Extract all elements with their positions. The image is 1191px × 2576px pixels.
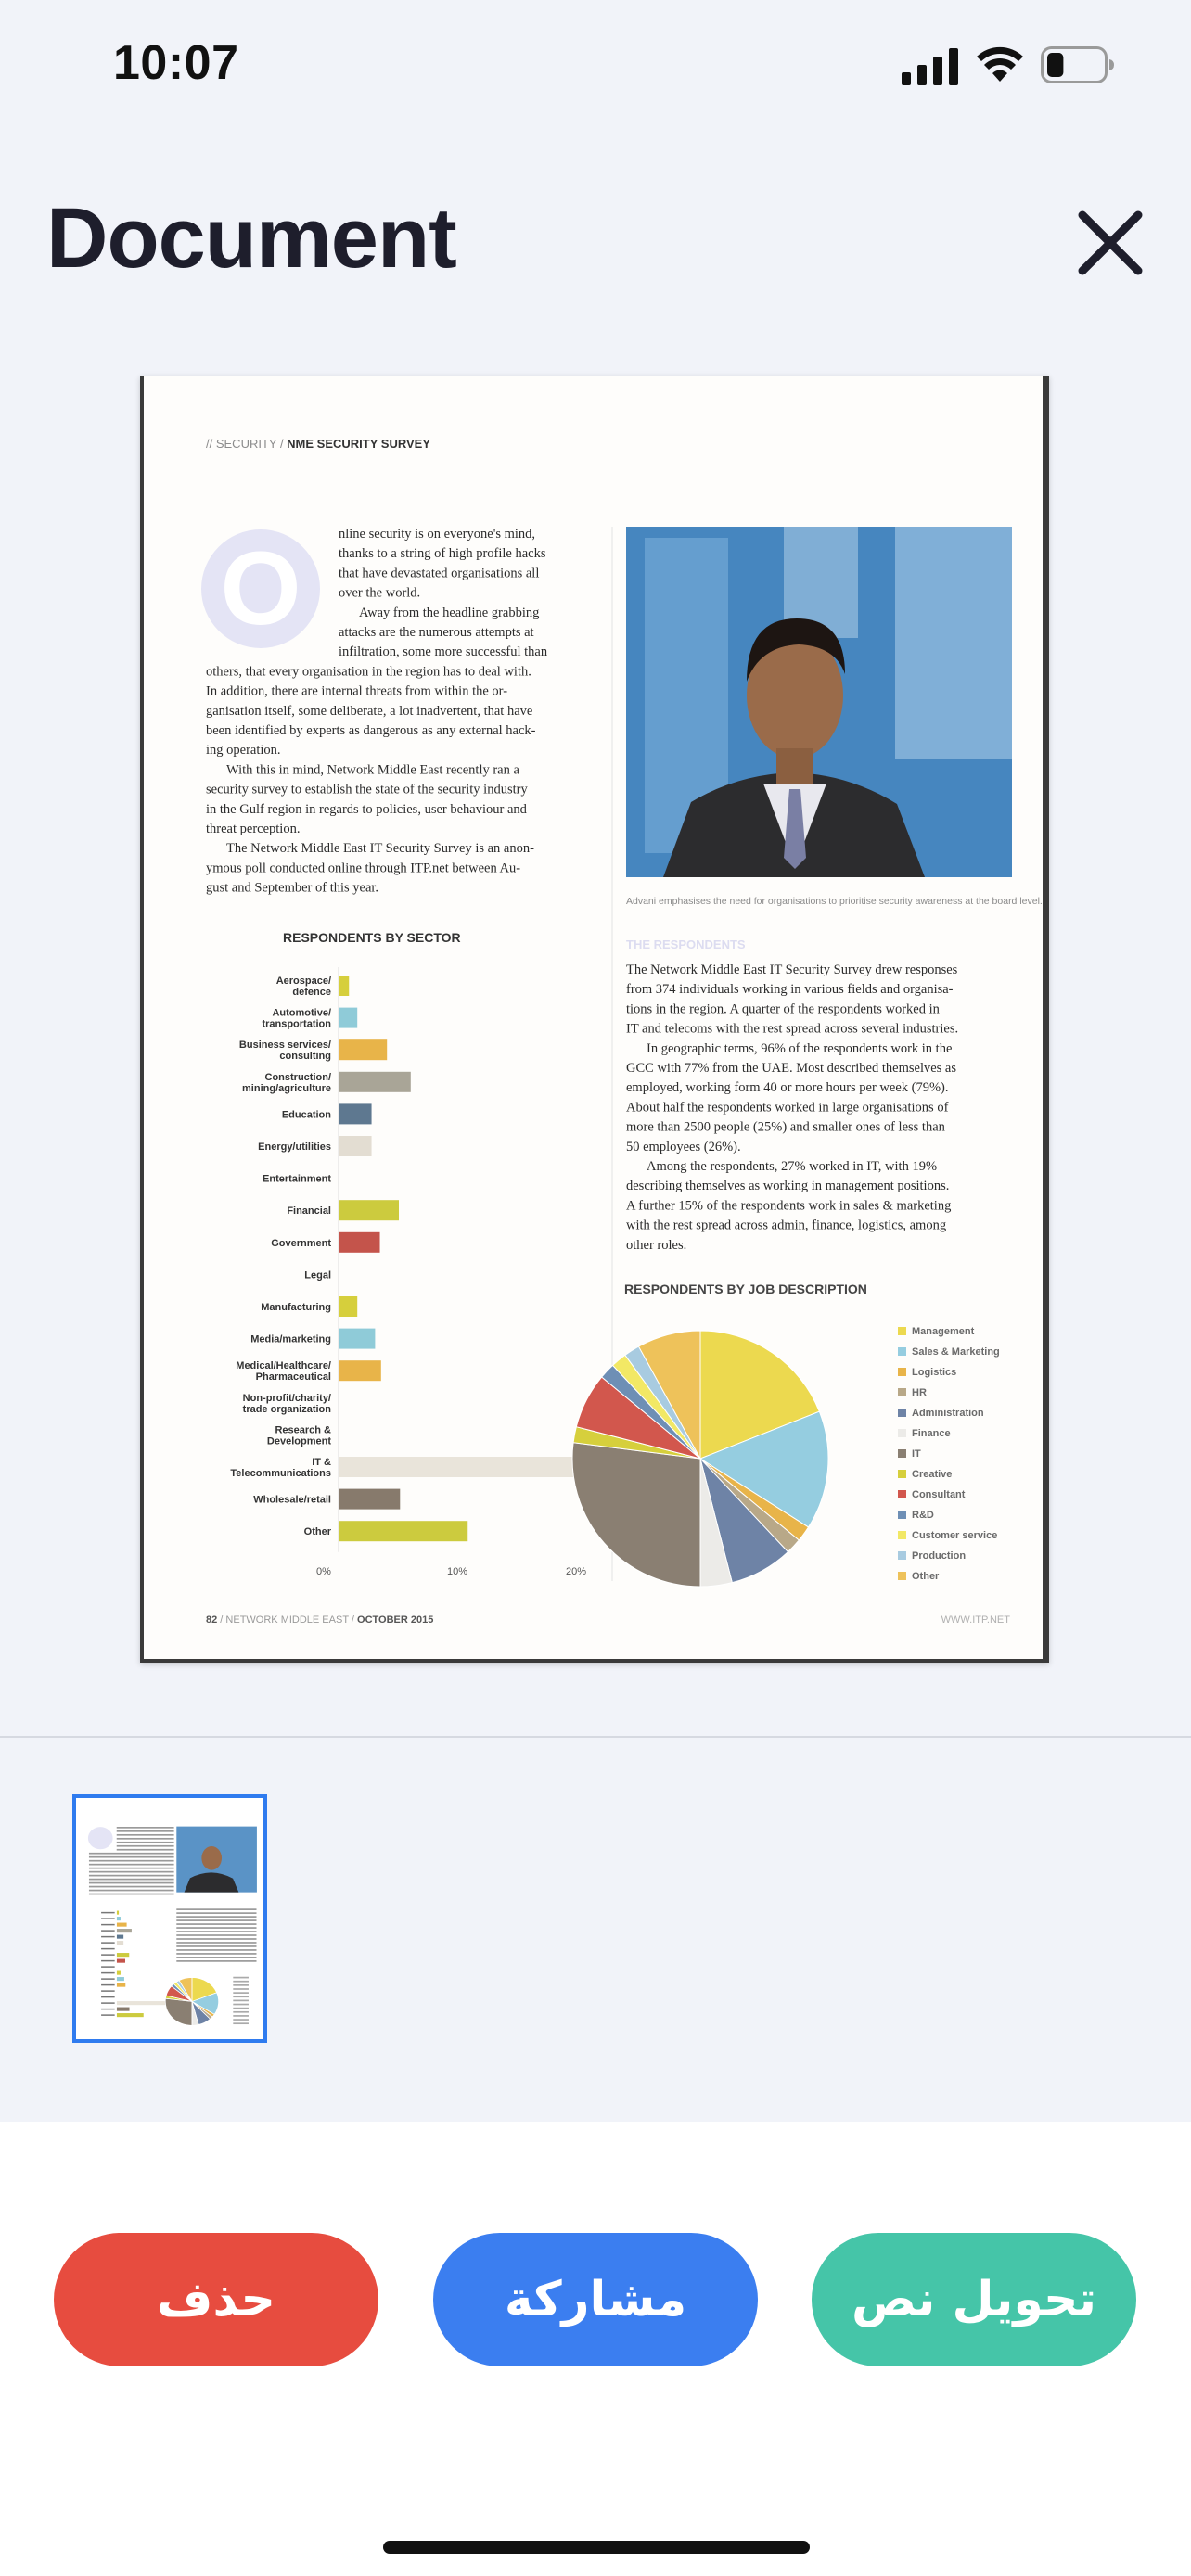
respondents-line: with the rest spread across admin, finance, logistics, among: [626, 1218, 947, 1233]
status-time: 10:07: [113, 36, 239, 90]
convert-to-text-button[interactable]: تحويل نص: [812, 2233, 1136, 2366]
legend-label: R&D: [912, 1510, 934, 1521]
sector-bar: [339, 1103, 372, 1124]
respondents-line: employed, working form 40 or more hours per week (79%).: [626, 1080, 949, 1096]
job-pie-chart: [572, 1331, 828, 1587]
intro-line: ing operation.: [206, 743, 281, 759]
sector-bar: [339, 976, 349, 996]
intro-line: ymous poll conducted online through ITP.net between Au-: [206, 861, 521, 876]
intro-line: attacks are the numerous attempts at: [339, 625, 534, 640]
respondents-line: Among the respondents, 27% worked in IT, with 19%: [647, 1159, 938, 1174]
sector-bar: [339, 1296, 357, 1317]
footer-date: OCTOBER 2015: [357, 1614, 434, 1626]
page-title: Document: [46, 191, 456, 286]
intro-line: security survey to establish the state of the security industry: [206, 782, 528, 797]
share-button[interactable]: مشاركة: [433, 2233, 758, 2366]
intro-line: others, that every organisation in the region has to deal with.: [206, 664, 531, 680]
sector-label: Medical/Healthcare/ Pharmaceutical: [236, 1360, 331, 1384]
legend-label: Finance: [912, 1428, 951, 1439]
cellular-signal-icon: [902, 48, 959, 85]
job-chart-title: RESPONDENTS BY JOB DESCRIPTION: [624, 1282, 867, 1296]
page-thumbnail[interactable]: [72, 1794, 267, 2043]
respondents-line: more than 2500 people (25%) and smaller ones of less than: [626, 1119, 945, 1135]
respondents-line: describing themselves as working in management positions.: [626, 1179, 950, 1194]
sector-bar: [339, 1232, 380, 1253]
sector-label: Energy/utilities: [258, 1141, 331, 1153]
legend-label: Management: [912, 1326, 975, 1337]
battery-icon: [1041, 46, 1115, 83]
svg-text:82 / NETWORK MIDDLE EAST / OCT: [206, 1614, 433, 1626]
sector-label: Government: [271, 1237, 331, 1249]
sector-label: Entertainment: [263, 1173, 331, 1185]
legend-label: Administration: [912, 1408, 984, 1419]
sector-bar: [339, 1457, 577, 1477]
breadcrumb-prefix: // SECURITY /: [206, 437, 288, 451]
footer-page-number: 82: [206, 1614, 218, 1626]
legend-swatch: [898, 1449, 906, 1458]
document-page: [144, 376, 1044, 1659]
intro-line: over the world.: [339, 585, 421, 601]
intro-line: ganisation itself, some deliberate, a lot inadvertent, that have: [206, 703, 533, 719]
respondents-line: from 374 individuals working in various fields and organisa-: [626, 982, 954, 998]
sector-label: Automotive/ transportation: [262, 1007, 331, 1030]
legend-swatch: [898, 1572, 906, 1580]
photo-caption: Advani emphasises the need for organisations to prioritise security awareness at the board level.: [626, 896, 1043, 907]
respondents-line: About half the respondents worked in large organisations of: [626, 1100, 949, 1116]
legend-swatch: [898, 1470, 906, 1478]
footer-publication: / NETWORK MIDDLE EAST /: [217, 1614, 358, 1626]
sector-chart-title: RESPONDENTS BY SECTOR: [283, 930, 461, 945]
legend-label: Consultant: [912, 1489, 966, 1500]
sector-label: Legal: [304, 1269, 331, 1282]
svg-text:// SECURITY / NME SECURITY SUR: [206, 437, 430, 451]
respondents-line: other roles.: [626, 1237, 687, 1253]
sector-bar: [339, 1329, 375, 1349]
intro-line: Away from the headline grabbing: [359, 605, 540, 620]
intro-line: The Network Middle East IT Security Survey is an anon-: [226, 841, 534, 857]
legend-swatch: [898, 1388, 906, 1396]
sector-label: Construction/ mining/agriculture: [242, 1071, 331, 1094]
legend-label: Logistics: [912, 1367, 957, 1378]
legend-label: Sales & Marketing: [912, 1346, 1000, 1358]
sector-bar: [339, 1136, 372, 1156]
sector-label: IT & Telecommunications: [230, 1457, 331, 1479]
respondents-line: A further 15% of the respondents work in sales & marketing: [626, 1198, 952, 1214]
legend-swatch: [898, 1347, 906, 1356]
legend-swatch: [898, 1551, 906, 1560]
respondents-line: The Network Middle East IT Security Survey drew responses: [626, 963, 958, 977]
sector-label: Education: [281, 1109, 331, 1121]
legend-swatch: [898, 1368, 906, 1376]
intro-line: in the Gulf region in regards to policies, user behaviour and: [206, 801, 527, 817]
intro-line: infiltration, some more successful than: [339, 644, 548, 660]
wifi-icon: [976, 45, 1024, 83]
legend-swatch: [898, 1531, 906, 1539]
respondents-line: IT and telecoms with the rest spread across several industries.: [626, 1021, 959, 1037]
intro-line: In addition, there are internal threats from within the or-: [206, 683, 508, 699]
respondents-line: In geographic terms, 96% of the respondents work in the: [647, 1040, 953, 1056]
drop-cap: O: [220, 530, 301, 646]
intro-line: thanks to a string of high profile hacks: [339, 546, 546, 562]
legend-label: Creative: [912, 1469, 953, 1480]
respondents-heading: THE RESPONDENTS: [626, 937, 746, 951]
legend-label: HR: [912, 1387, 927, 1398]
sector-label: Manufacturing: [261, 1302, 331, 1313]
sector-bar: [339, 1200, 399, 1220]
x-tick-label: 20%: [565, 1565, 587, 1577]
respondents-line: GCC with 77% from the UAE. Most described themselves as: [626, 1061, 957, 1076]
breadcrumb-title: NME SECURITY SURVEY: [287, 437, 431, 451]
home-indicator: [383, 2541, 810, 2554]
legend-swatch: [898, 1429, 906, 1437]
intro-line: gust and September of this year.: [206, 880, 379, 896]
sector-label: Wholesale/retail: [253, 1494, 331, 1506]
legend-label: Customer service: [912, 1530, 998, 1541]
intro-line: been identified by experts as dangerous as any external hack-: [206, 723, 536, 738]
respondents-text: [626, 963, 958, 1253]
legend-swatch: [898, 1327, 906, 1335]
legend-swatch: [898, 1409, 906, 1417]
sector-bar: [339, 1489, 400, 1510]
sector-bar: [339, 1039, 387, 1060]
sector-bar: [339, 1360, 381, 1381]
photo: [626, 527, 1012, 877]
delete-button[interactable]: حذف: [54, 2233, 378, 2366]
intro-line: threat perception.: [206, 822, 301, 836]
legend-label: Production: [912, 1550, 967, 1562]
legend-swatch: [898, 1511, 906, 1519]
sector-label: Other: [303, 1526, 331, 1538]
thumbnail-preview: [76, 1798, 263, 2039]
respondents-line: 50 employees (26%).: [626, 1139, 741, 1154]
x-tick-label: 10%: [446, 1565, 468, 1577]
sector-bar: [339, 1072, 411, 1092]
close-icon[interactable]: [1067, 199, 1154, 287]
sector-label: Business services/ consulting: [238, 1039, 331, 1063]
intro-line: that have devastated organisations all: [339, 566, 540, 581]
sector-label: Research & Development: [266, 1424, 331, 1447]
sector-label: Media/marketing: [250, 1333, 331, 1345]
sector-label: Financial: [287, 1205, 331, 1218]
sector-label: Aerospace/ defence: [275, 976, 331, 998]
intro-line: With this in mind, Network Middle East recently ran a: [226, 762, 519, 778]
x-tick-label: 0%: [316, 1565, 331, 1577]
sector-bar: [339, 1008, 357, 1028]
respondents-line: tions in the region. A quarter of the respondents worked in: [626, 1001, 940, 1017]
intro-line: nline security is on everyone's mind,: [339, 527, 536, 542]
divider: [0, 1736, 1191, 1738]
legend-swatch: [898, 1490, 906, 1498]
sector-label: Non-profit/charity/ trade organization: [242, 1392, 331, 1415]
legend-label: Other: [912, 1571, 940, 1582]
footer-url: WWW.ITP.NET: [941, 1614, 1010, 1626]
legend-label: IT: [912, 1448, 921, 1460]
sector-bar: [339, 1521, 467, 1541]
document-preview: [140, 376, 1049, 1663]
